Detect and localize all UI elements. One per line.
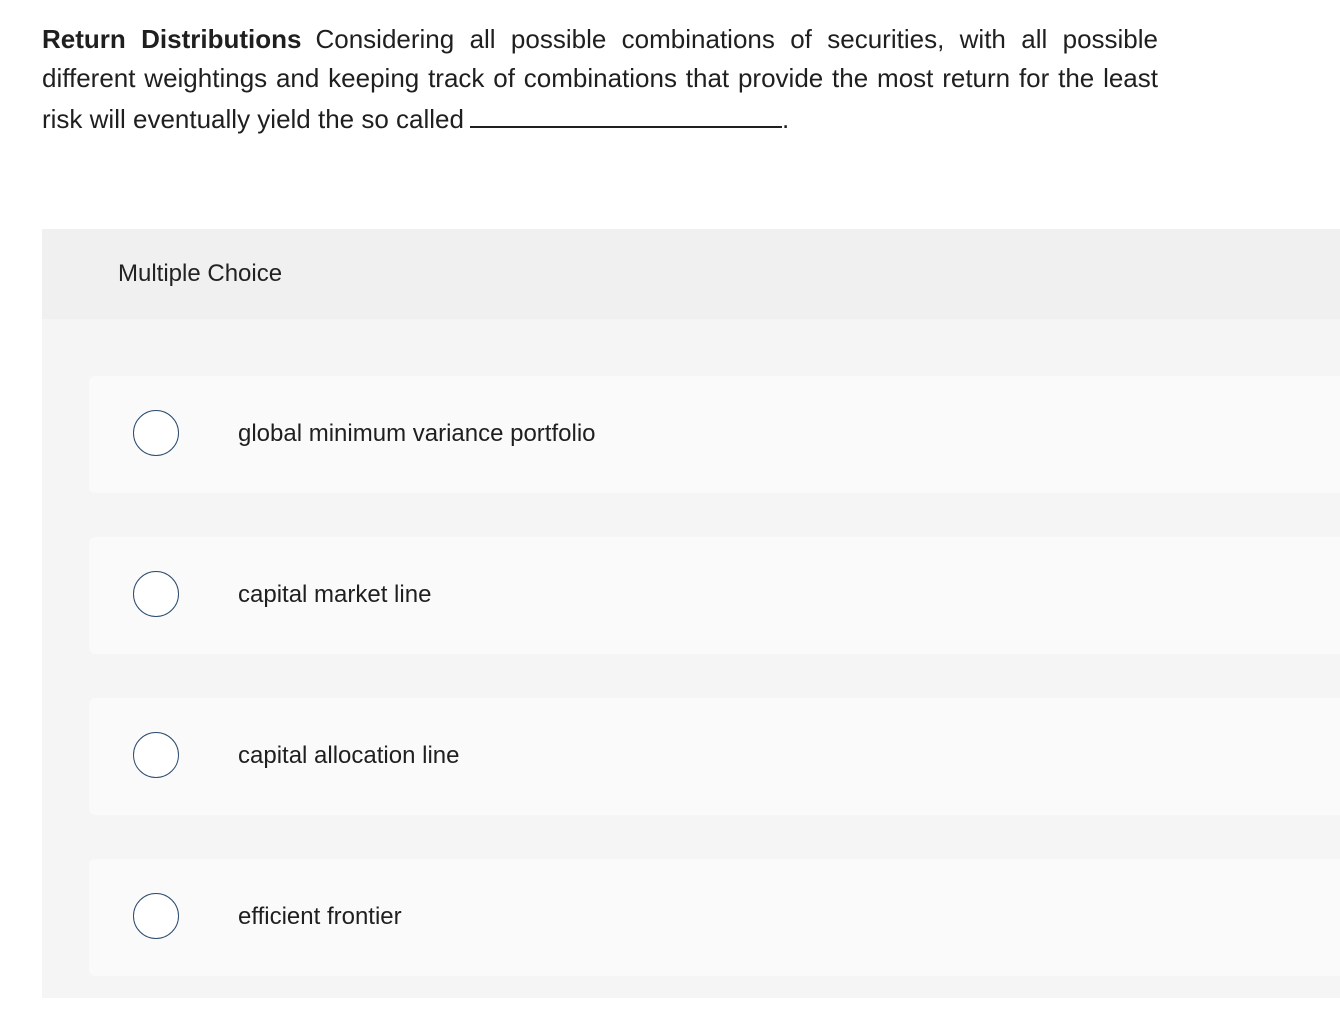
radio-button[interactable] bbox=[133, 893, 179, 939]
option-label: efficient frontier bbox=[238, 903, 402, 930]
question-end-punctuation: . bbox=[781, 104, 790, 134]
answer-blank bbox=[470, 98, 782, 128]
multiple-choice-panel bbox=[42, 229, 1340, 998]
options-list bbox=[89, 376, 1340, 1020]
multiple-choice-label: Multiple Choice bbox=[118, 260, 283, 287]
option-capital-market-line[interactable] bbox=[89, 537, 1340, 654]
option-efficient-frontier[interactable] bbox=[89, 859, 1340, 976]
option-global-minimum-variance-portfolio[interactable] bbox=[89, 376, 1340, 493]
option-capital-allocation-line[interactable] bbox=[89, 698, 1340, 815]
question-title: Return Distributions bbox=[42, 24, 302, 54]
option-label: capital market line bbox=[238, 581, 432, 608]
question-text: Considering all possible combinations of securities, with all possible different weightings and keeping track of combinations that provide the most return for the least risk will eventually yield the so called bbox=[42, 24, 1158, 134]
radio-button[interactable] bbox=[133, 410, 179, 456]
option-label: global minimum variance portfolio bbox=[238, 420, 596, 447]
question-prompt bbox=[42, 20, 1158, 139]
multiple-choice-header bbox=[42, 229, 1340, 319]
option-label: capital allocation line bbox=[238, 742, 460, 769]
radio-button[interactable] bbox=[133, 732, 179, 778]
radio-button[interactable] bbox=[133, 571, 179, 617]
